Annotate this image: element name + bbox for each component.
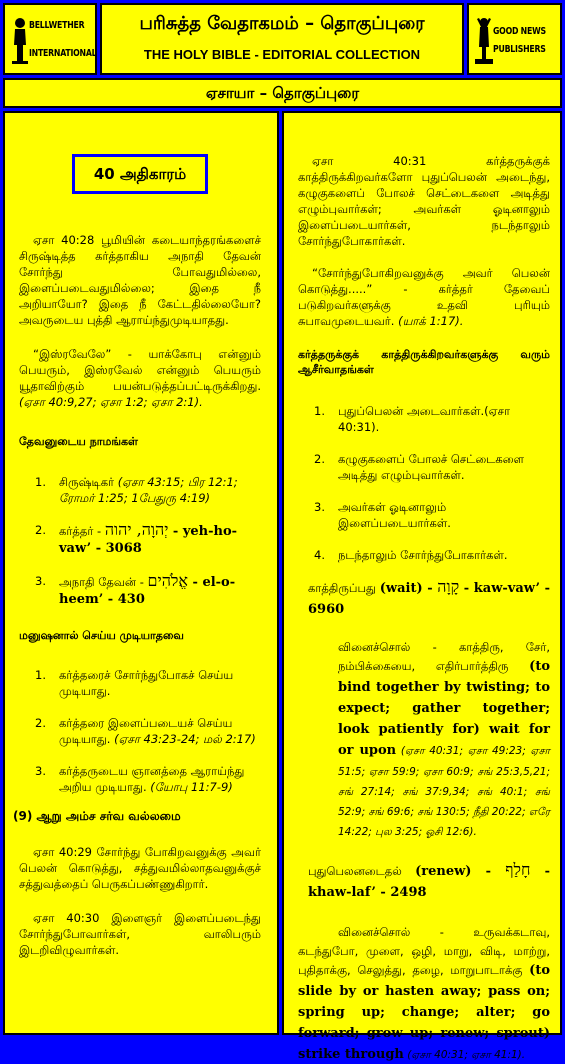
verse-40-29: ஏசா 40:29 சோர்ந்து போகிறவனுக்கு அவர் பெலன் கொடுத்து, சத்துவமில்லாதவனுக்குச் சத்துவத்தைப் பெருகப்பண்ணுகிறார். xyxy=(19,845,261,891)
renew-word-entry: புதுபெலனடைதல் (renew) - חָלַף - khaw-laf’ - 2498 xyxy=(308,860,550,900)
blessings-list xyxy=(298,403,550,563)
list-item: 2. கழுகுகளைப் போலச் செட்டைகளை அடித்து எழும்புவார்கள். xyxy=(314,452,525,482)
cannot-heading: மனுஷனால் செய்ய முடியாதவை xyxy=(19,629,184,642)
wait-definition: வினைச்சொல் - காத்திரு, சேர், நம்பிக்கையை, எதிர்பார்த்திரு (to bind together by twisting; to expect; gather together; look patiently for) wait for or upon (ஏசா 40:31; ஏசா 49:23; ஏசா 51:5; ஏசா 59:9; ஏசா 60:9; சங் 25:3,5,21; சங் 27:14; சங் 37:9,34; சங் 40:1; சங் 52:9; சங் 69:6; சங் 130:5; நீதி 20:22; எரே 14:22; புல 3:25; ஓசி 12:6). xyxy=(338,640,550,838)
list-item: 3. அநாதி தேவன் - אֱלֹהִים - el-o-heem’ - 430 xyxy=(35,571,236,607)
right-column xyxy=(282,111,562,1062)
book-subtitle: ஏசாயா – தொகுப்புரை xyxy=(3,78,562,108)
title-english: THE HOLY BIBLE - EDITORIAL COLLECTION xyxy=(143,47,421,62)
hebrew-elohim: אֱלֹהִים xyxy=(147,571,188,590)
israel-note-ref: (ஏசா 40:9,27; ஏசா 1:2; ஏசா 2:1). xyxy=(19,395,203,409)
verse-40-28: ஏசா 40:28 பூமியின் கடையாந்தரங்களைச் சிருஷ்டித்த கர்த்தாகிய அநாதி தேவன் சோர்ந்து போவதுமில்லை, இளைப்படைவதுமில்லை; இதை நீ அறியாயோ? இதை நீ கேட்டதில்லையோ? அவருடைய புத்தி ஆராய்ந்துமுடியாதது. xyxy=(19,233,261,327)
hebrew-yhwh: יְהוָה, יהוה xyxy=(104,520,169,539)
goodnews-figure-icon xyxy=(475,15,493,65)
renew-definition: வினைச்சொல் - உருவக்கடாவு, கடந்துபோ, முளை, ஒழி, மாறு, விடி, மாற்று, புதிதாக்கு, செலுத்து, தழை, மாறுபாடாக்கு (to slide by or hasten away; pass on; spring up; change; alter; go forward; grow up; renew; sprout) strike through (ஏசா 40:31; ஏசா 41:1). xyxy=(298,925,550,1062)
goodnews-logo xyxy=(475,13,557,69)
goodnews-logo-box xyxy=(467,3,562,75)
blessings-heading: கர்த்தருக்குக் காத்திருக்கிறவர்களுக்கு வரும் ஆசீர்வாதங்கள் xyxy=(298,348,550,376)
goodnews-name: GOOD NEWS xyxy=(493,26,546,37)
list-item: 2. கர்த்தரை இளைப்படையச் செய்ய முடியாது. (ஏசா 43:23-24; மல் 2:17) xyxy=(35,716,256,746)
list-item: 4. நடந்தாலும் சோர்ந்துபோகார்கள். xyxy=(314,548,508,562)
list-item: 2. கர்த்தர் - יְהוָה, יהוה - yeh-ho-vaw’ - 3068 xyxy=(35,520,238,556)
list-item: 1. புதுப்பெலன் அடைவார்கள்.(ஏசா 40:31). xyxy=(314,404,510,434)
names-list xyxy=(19,474,261,608)
hebrew-chalaph: חָלַף xyxy=(505,860,531,879)
list-item: 3. அவர்கள் ஓடினாலும் இளைப்படையார்கள். xyxy=(314,500,451,530)
left-column xyxy=(3,111,279,1035)
cannot-list xyxy=(19,667,261,795)
bellwether-logo-box xyxy=(3,3,97,75)
hebrew-qavah: קָוָה xyxy=(437,577,460,596)
verse-40-30: ஏசா 40:30 இளைஞர் இளைப்படைந்து சோர்ந்துபோவார்கள், வாலிபரும் இடறிவிழுவார்கள். xyxy=(19,911,261,957)
list-item: 1. சிருஷ்டிகர் (ஏசா 43:15; பிர 12:1; ரோமர் 1:25; 1பேதுரு 4:19) xyxy=(35,475,238,505)
wait-word-entry: காத்திருப்பது (wait) - קָוָה - kaw-vaw’ - 6960 xyxy=(308,577,550,617)
list-item: 1. கர்த்தரைச் சோர்ந்துபோகச் செய்ய முடியாது. xyxy=(35,668,234,698)
goodnews-sub: PUBLISHERS xyxy=(493,44,546,55)
bellwether-name: BELLWETHER xyxy=(29,20,85,31)
list-item: 3. கர்த்தருடைய ஞானத்தை ஆராய்ந்து அறிய முடியாது. (யோபு 11:7-9) xyxy=(35,764,245,794)
names-heading: தேவனுடைய நாமங்கள் xyxy=(19,435,138,448)
verse-40-31: ஏசா 40:31 கர்த்தருக்குக் காத்திருக்கிறவர்களோ புதுப்பெலன் அடைந்து, கழுகுகளைப் போலச் செட்டைகளை அடித்து எழும்புவார்கள்; அவர்கள் ஓடினாலும் இளைப்படையார்கள், நடந்தாலும் சோர்ந்துபோகார்கள். xyxy=(298,154,550,248)
strength-note: “சோர்ந்துபோகிறவனுக்கு அவர் பெலன் கொடுத்து.....” - கர்த்தர் தேவைப் படுகிறவர்களுக்கு உதவி புரியும் சுபாவமுடையவர். (யாக் 1:17). xyxy=(298,266,550,328)
title-tamil: பரிசுத்த வேதாகமம் – தொகுப்புரை xyxy=(139,13,425,34)
header-title-box xyxy=(100,3,464,75)
bellwether-figure-icon xyxy=(11,15,29,65)
bellwether-sub: INTERNATIONAL xyxy=(29,48,97,59)
chapter-heading: 40 அதிகாரம் xyxy=(72,154,208,194)
bellwether-logo xyxy=(11,13,97,69)
israel-note-text: “இஸ்ரவேலே” - யாக்கோபு என்னும் பெயரும், இஸ்ரவேல் என்னும் பெயரும் யூதாவிற்கும் பயன்படுத்தப்பட்டிருக்கிறது. xyxy=(19,347,261,393)
omnipotence-heading: (9) ஆறு அம்ச சர்வ வல்லமை xyxy=(13,809,181,823)
israel-note xyxy=(19,346,261,410)
